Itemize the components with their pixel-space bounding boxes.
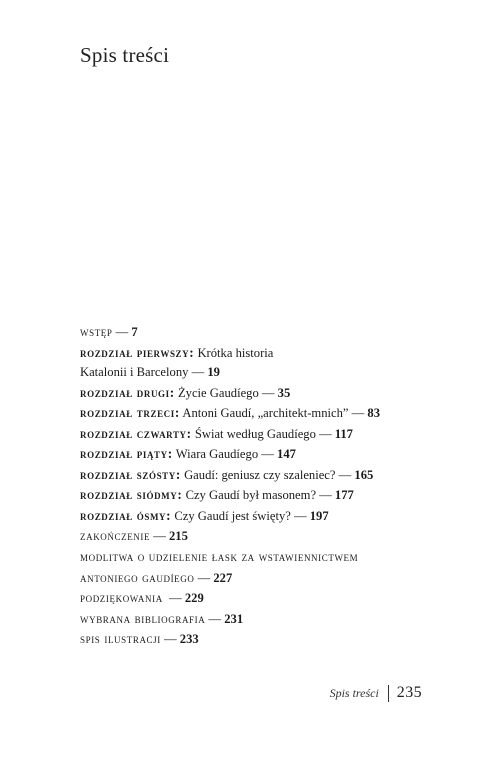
toc-entry-page: 233	[179, 632, 199, 647]
toc-entry-chapter-8	[80, 506, 440, 527]
toc-entry-bibliography	[80, 609, 440, 630]
toc-entry-page: 197	[309, 508, 329, 523]
toc-entry-label: podziękowania	[80, 590, 163, 606]
toc-entry-label: spis ilustracji	[80, 631, 161, 647]
toc-entry-text: Czy Gaudí jest święty?	[171, 508, 291, 523]
toc-entry-page: 177	[334, 488, 354, 503]
toc-entry-page: 215	[168, 529, 188, 544]
toc-entry-label: rozdział piąty:	[80, 446, 173, 462]
toc-entry-label: rozdział szósty:	[80, 466, 181, 482]
toc-entry-text: Świat według Gaudíego	[191, 426, 316, 441]
toc-entry-label: modlitwa o udzielenie łask za wstawiennictwem	[80, 549, 359, 565]
toc-entry-chapter-5	[80, 444, 440, 465]
toc-entry-illustrations	[80, 629, 440, 650]
toc-entry-separator: —	[258, 385, 278, 400]
toc-entry-text: Antoni Gaudí, „architekt-mnich”	[179, 406, 349, 421]
toc-entry-prayer-continued	[80, 568, 440, 589]
toc-entry-separator: —	[112, 325, 132, 339]
toc-entry-label: zakończenie	[80, 528, 151, 544]
toc-entry-page: 117	[334, 426, 353, 441]
toc-entry-label: wstęp	[80, 324, 113, 339]
toc-entry-text: Życie Gaudíego	[174, 385, 259, 400]
page-footer	[330, 684, 422, 702]
toc-entry-text: Wiara Gaudíego	[172, 447, 259, 462]
toc-entry-label: rozdział pierwszy:	[80, 344, 195, 360]
toc-entry-text: Katalonii i Barcelony	[80, 365, 189, 380]
toc-entry-separator: —	[160, 632, 180, 647]
toc-entry-separator: —	[290, 508, 310, 523]
toc-entry-page: 83	[367, 406, 380, 421]
folio-divider	[388, 685, 389, 702]
toc-entry-label: rozdział ósmy:	[80, 507, 172, 523]
toc-entry-separator: —	[348, 406, 368, 421]
toc-entry-chapter-3	[80, 403, 440, 424]
toc-entry-label: rozdział siódmy:	[80, 487, 183, 503]
toc-entry-page: 7	[131, 325, 138, 339]
toc-entry-chapter-1-continued	[80, 363, 440, 383]
toc-entry-label: rozdział drugi:	[80, 384, 175, 400]
toc-entry-separator: —	[162, 591, 185, 606]
toc-entry-label: wybrana bibliografia	[80, 610, 206, 626]
toc-entry-separator: —	[150, 529, 169, 544]
toc-entry-chapter-2	[80, 383, 440, 404]
toc-entry-chapter-7	[80, 485, 440, 506]
toc-entry-text: Czy Gaudí był masonem?	[182, 488, 317, 503]
toc-entry-label: rozdział czwarty:	[80, 425, 192, 441]
toc-entry-introduction	[80, 322, 440, 343]
toc-entry-separator: —	[258, 447, 278, 462]
toc-entry-text: Krótka historia	[194, 345, 274, 360]
toc-entry-separator: —	[316, 488, 335, 503]
toc-entry-label: antoniego gaudíego	[80, 569, 195, 585]
toc-entry-prayer	[80, 547, 440, 568]
toc-entry-page: 227	[213, 570, 233, 585]
page-number: 235	[396, 684, 422, 701]
toc-entry-page: 35	[277, 385, 291, 400]
toc-entry-page: 229	[184, 591, 204, 606]
toc-entry-text: Gaudí: geniusz czy szaleniec?	[180, 467, 336, 482]
toc-entry-separator: —	[205, 611, 225, 626]
toc-entry-separator: —	[194, 570, 214, 585]
toc-entry-page: 19	[207, 365, 220, 380]
toc-entry-label: rozdział trzeci:	[80, 405, 180, 421]
toc-entry-separator: —	[315, 426, 335, 441]
toc-entry-chapter-1	[80, 343, 440, 364]
toc-entry-chapter-6	[80, 465, 440, 486]
toc-entry-page: 231	[224, 611, 244, 626]
running-head: Spis treści	[329, 685, 379, 700]
page-title: Spis treści	[80, 43, 170, 67]
toc-entry-separator: —	[188, 365, 208, 380]
toc-entry-conclusion	[80, 526, 440, 547]
toc-entry-page: 165	[354, 467, 374, 482]
table-of-contents	[80, 322, 440, 650]
toc-entry-chapter-4	[80, 424, 440, 445]
toc-entry-separator: —	[335, 467, 355, 482]
toc-entry-acknowledgements	[80, 588, 440, 609]
toc-entry-page: 147	[277, 447, 296, 462]
